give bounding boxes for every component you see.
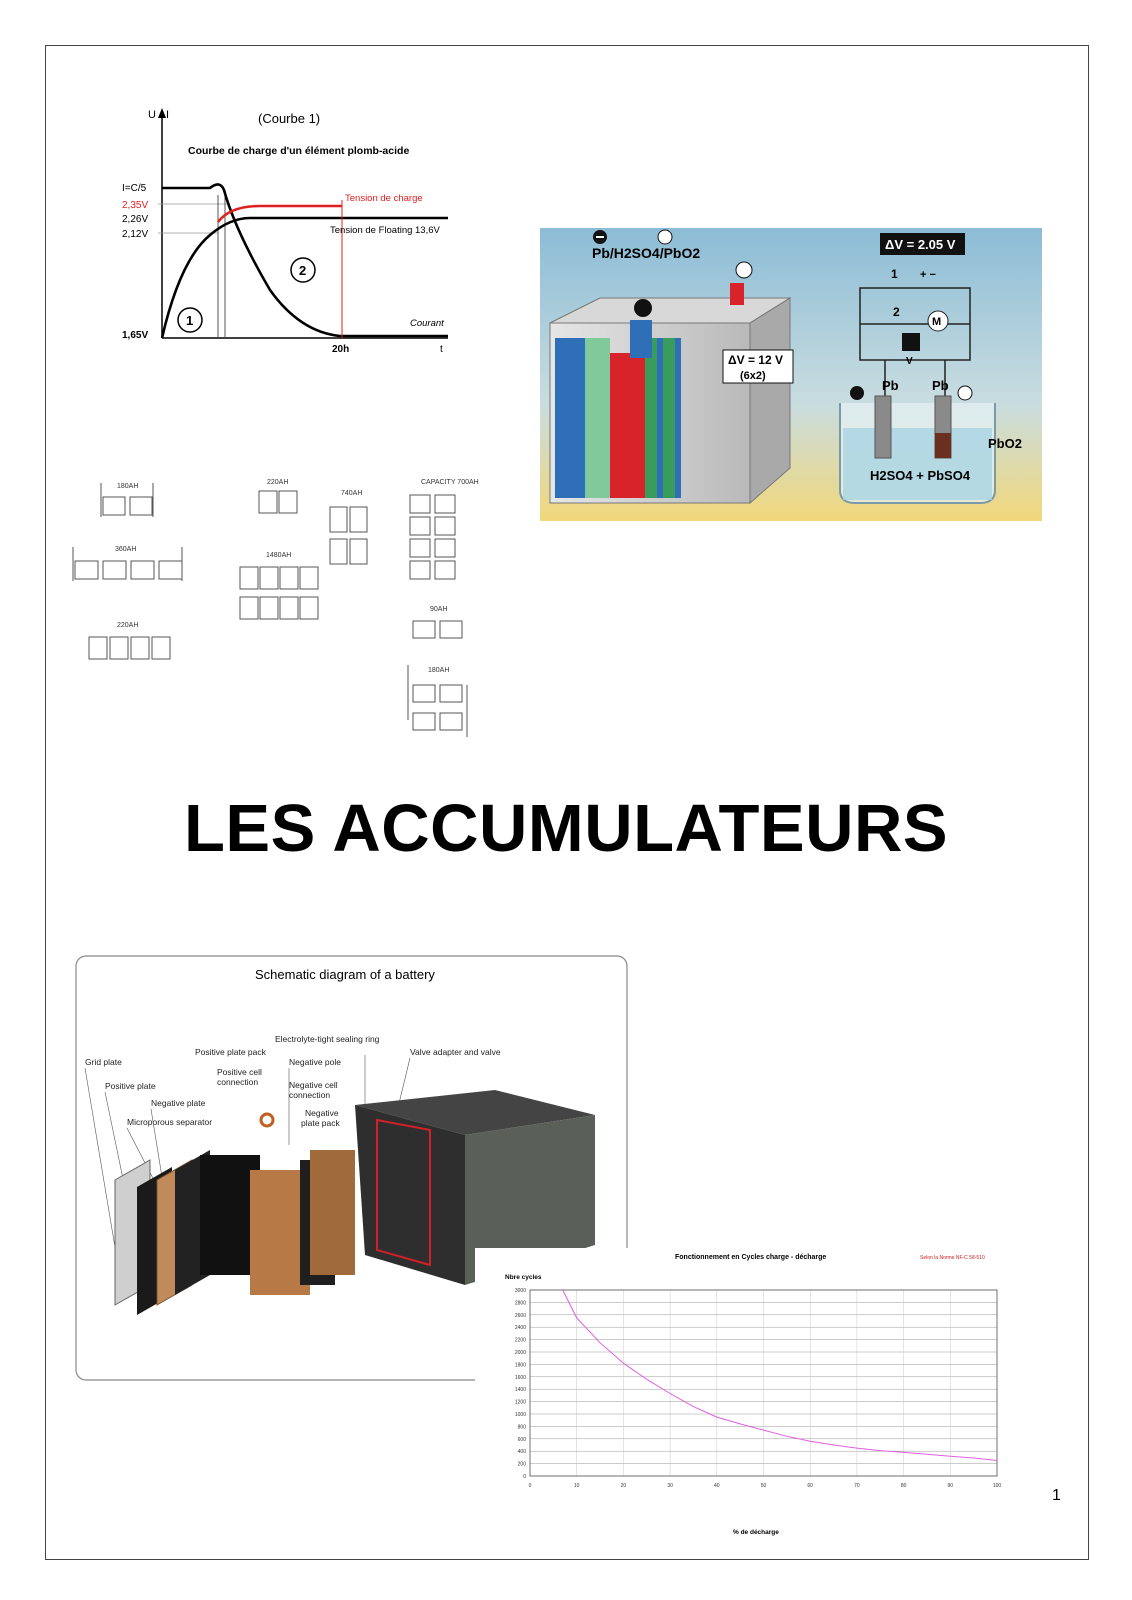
x-tick-label: 40 [714, 1483, 720, 1489]
axis-u-label: U [148, 109, 156, 121]
y-label-165: 1,65V [122, 330, 149, 341]
label-negative-plate: Negative plate [151, 1098, 206, 1108]
switch-2-label: 2 [893, 305, 900, 319]
label-electrolyte-ring: Electrolyte-tight sealing ring [275, 1034, 380, 1044]
delta-v-battery: ΔV = 12 V [728, 353, 783, 367]
x-tick-label: 60 [807, 1483, 813, 1489]
label-floating-voltage: Tension de Floating 13,6V [330, 225, 440, 236]
y-tick-label: 2400 [514, 1325, 526, 1332]
chart-title: Fonctionnement en Cycles charge - décharge [675, 1254, 827, 1261]
label-separator: Microporous separator [127, 1117, 213, 1127]
chart-xlabel: % de décharge [733, 1529, 779, 1536]
voltmeter-label: V [906, 356, 913, 367]
electrodes-label: Pb/H2SO4/PbO2 [592, 245, 701, 261]
label-positive-cell-connection-1: Positive cell [217, 1067, 262, 1077]
label-valve: Valve adapter and valve [410, 1047, 501, 1057]
y-tick-label: 1800 [514, 1362, 526, 1369]
chart-ylabel: Nbre cycles [505, 1274, 542, 1281]
schematic-title: Schematic diagram of a battery [255, 967, 435, 982]
wiring-180ah-title: 180AH [117, 483, 139, 490]
y-tick-label: 3000 [514, 1288, 526, 1294]
y-tick-label: 600 [517, 1436, 526, 1443]
phase-1-label: 1 [186, 313, 194, 328]
x-tick-label: 50 [760, 1483, 767, 1489]
charge-curve-label: (Courbe 1) [258, 111, 321, 126]
y-label-212: 2,12V [122, 229, 149, 240]
y-tick-label: 1000 [514, 1412, 526, 1418]
electrolyte-label: H2SO4 + PbSO4 [870, 468, 971, 483]
label-negative-cell-connection-1: Negative cell [289, 1080, 338, 1090]
plus-minus-label: + − [920, 269, 936, 281]
y-label-current: I=C/5 [122, 183, 147, 194]
charge-curve-figure [110, 100, 475, 365]
axis-t-label: t [440, 344, 443, 355]
label-positive-plate-pack: Positive plate pack [195, 1047, 266, 1057]
x-tick-label: 100 [992, 1483, 1002, 1489]
y-tick-label: 800 [517, 1424, 526, 1431]
switch-1-label: 1 [891, 267, 898, 281]
wiring-1480ah-title: 1480AH [266, 552, 292, 559]
motor-label: M [932, 316, 942, 328]
wiring-360ah-title: 360AH [115, 546, 137, 553]
y-tick-label: 400 [517, 1449, 526, 1456]
wiring-740ah-title: 740AH [341, 490, 363, 497]
y-tick-label: 2800 [514, 1300, 526, 1307]
wiring-220ah-title-left: 220AH [117, 622, 139, 629]
x-tick-label: 70 [854, 1483, 860, 1489]
x-tick-label: 10 [573, 1483, 580, 1489]
wiring-90ah-title: 90AH [430, 606, 448, 613]
y-tick-label: 200 [517, 1461, 526, 1468]
lead-acid-cell-diagram [540, 228, 1042, 521]
axis-i-label: I [166, 109, 170, 121]
chart-background [475, 1248, 1020, 1536]
label-current: Courant [410, 318, 444, 329]
battery-wiring-diagrams [65, 475, 495, 765]
x-tick-label: 30 [667, 1483, 673, 1489]
chart-note: Selon la Norme NF-C 58-510 [920, 1255, 985, 1261]
y-tick-label: 0 [523, 1474, 526, 1480]
charge-curve-title: Courbe de charge d'un élément plomb-acide [188, 145, 410, 157]
electrode-left-label: Pb [882, 378, 899, 393]
electrode-right-label: Pb [932, 378, 949, 393]
cells-label: (6x2) [740, 370, 766, 382]
y-tick-label: 1400 [514, 1387, 526, 1394]
label-positive-cell-connection-2: connection [217, 1077, 259, 1087]
label-negative-plate-pack-2: plate pack [301, 1118, 340, 1128]
x-label-20h: 20h [332, 344, 350, 355]
label-negative-plate-pack-1: Negative [305, 1108, 339, 1118]
wiring-180ah-title-right: 180AH [428, 667, 450, 674]
x-tick-label: 20 [620, 1483, 627, 1489]
label-charge-voltage: Tension de charge [345, 193, 423, 204]
y-tick-label: 2600 [514, 1312, 526, 1319]
label-positive-plate: Positive plate [105, 1081, 156, 1091]
wiring-220ah-title-top: 220AH [267, 479, 289, 486]
y-tick-label: 1200 [514, 1399, 526, 1406]
y-tick-label: 2000 [514, 1350, 526, 1356]
label-negative-cell-connection-2: connection [289, 1090, 331, 1100]
x-tick-label: 0 [528, 1483, 532, 1489]
label-negative-pole: Negative pole [289, 1057, 341, 1067]
y-label-226: 2,26V [122, 214, 149, 225]
x-tick-label: 80 [900, 1483, 907, 1489]
phase-2-label: 2 [299, 263, 307, 278]
y-label-235: 2,35V [122, 200, 149, 211]
label-grid-plate: Grid plate [85, 1057, 122, 1067]
document-title: LES ACCUMULATEURS [183, 791, 949, 866]
cycle-chart [475, 1248, 1020, 1536]
delta-v-cell: ΔV = 2.05 V [885, 237, 956, 252]
oxide-label: PbO2 [988, 436, 1022, 451]
wiring-700ah-title: CAPACITY 700AH [421, 479, 479, 486]
y-tick-label: 2200 [514, 1337, 526, 1344]
page-number: 1 [1052, 1487, 1061, 1504]
x-tick-label: 90 [947, 1483, 954, 1489]
y-tick-label: 1600 [514, 1374, 526, 1381]
